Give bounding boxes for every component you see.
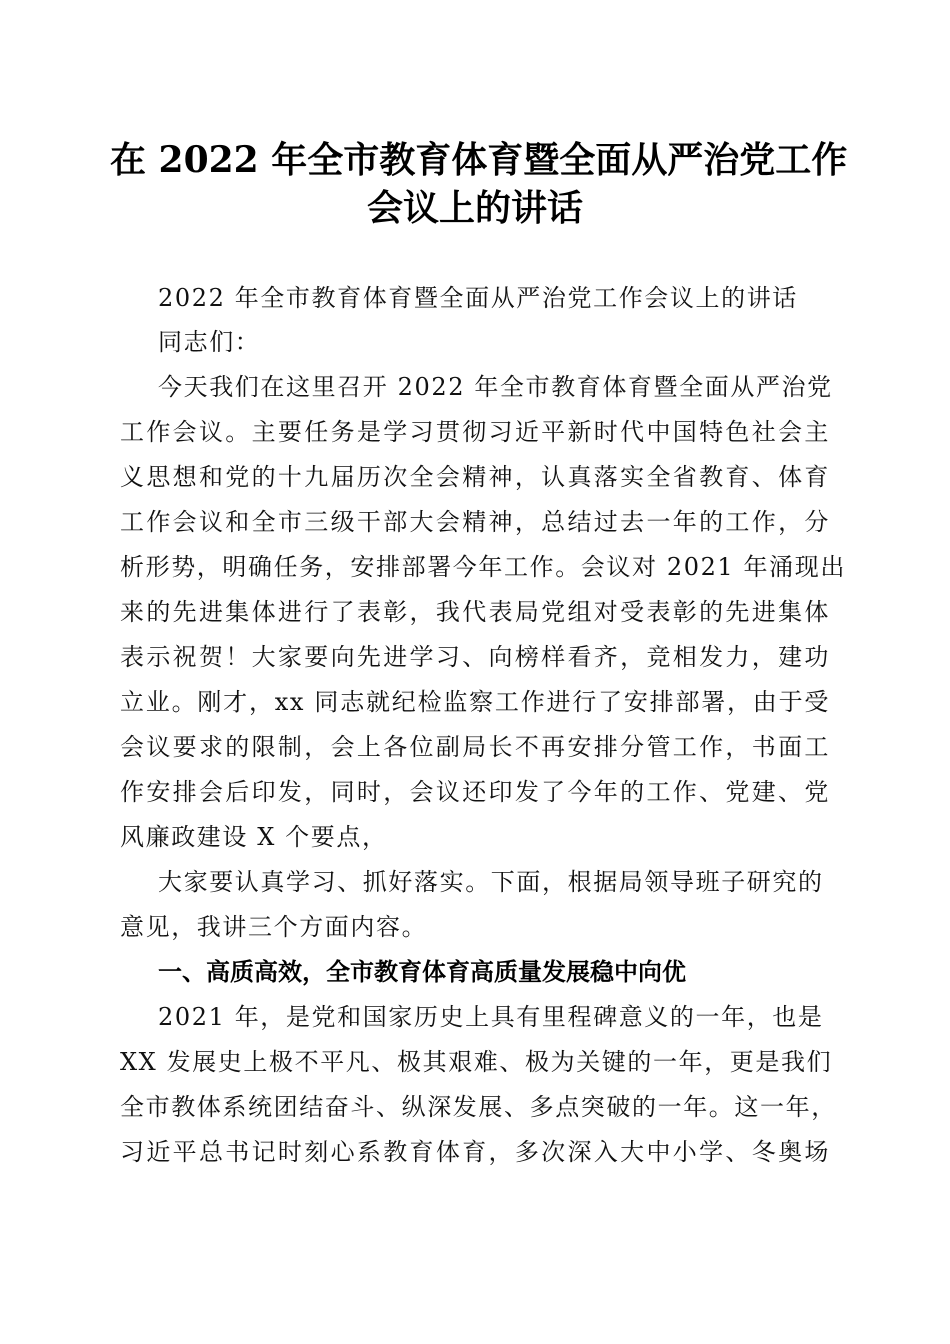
paragraph-1-line: 作安排会后印发，同时，会议还印发了今年的工作、党建、党 [120,778,830,806]
paragraph-2-line: 意见，我讲三个方面内容。 [120,913,428,941]
paragraph-3-line: 全市教体系统团结奋斗、纵深发展、多点突破的一年。这一年， [120,1093,837,1121]
paragraph-1-line: 析形势，明确任务，安排部署今年工作。会议对 2021 年涌现出 [120,553,846,581]
paragraph-1-line: 表示祝贺！大家要向先进学习、向榜样看齐，竞相发力，建功 [120,643,830,671]
document-title-line-2: 会议上的讲话 [366,187,583,229]
paragraph-1-line: 今天我们在这里召开 2022 年全市教育体育暨全面从严治党 [158,373,833,401]
paragraph-1-line: 工作会议。主要任务是学习贯彻习近平新时代中国特色社会主 [120,418,830,446]
paragraph-3-line: 习近平总书记时刻心系教育体育，多次深入大中小学、冬奥场 [120,1138,830,1166]
paragraph-1-line: 风廉政建设 X 个要点， [120,823,388,851]
document-subtitle: 2022 年全市教育体育暨全面从严治党工作会议上的讲话 [158,284,798,312]
paragraph-1-line: 来的先进集体进行了表彰，我代表局党组对受表彰的先进集体 [120,598,830,626]
paragraph-1-line: 义思想和党的十九届历次全会精神，认真落实全省教育、体育 [120,463,830,491]
paragraph-3-line: 2021 年，是党和国家历史上具有里程碑意义的一年，也是 [158,1003,824,1031]
paragraph-1-line: 立业。刚才，xx 同志就纪检监察工作进行了安排部署，由于受 [120,688,830,716]
greeting: 同志们： [158,328,261,356]
paragraph-3-line: XX 发展史上极不平凡、极其艰难、极为关键的一年，更是我们 [120,1048,833,1076]
paragraph-1-line: 会议要求的限制，会上各位副局长不再安排分管工作，书面工 [120,733,830,761]
section-heading-1: 一、高质高效，全市教育体育高质量发展稳中向优 [158,958,686,986]
document-title-line-1: 在 2022 年全市教育体育暨全面从严治党工作 [110,139,848,181]
paragraph-1-line: 工作会议和全市三级干部大会精神，总结过去一年的工作，分 [120,508,830,536]
paragraph-2-line: 大家要认真学习、抓好落实。下面，根据局领导班子研究的 [158,868,824,896]
